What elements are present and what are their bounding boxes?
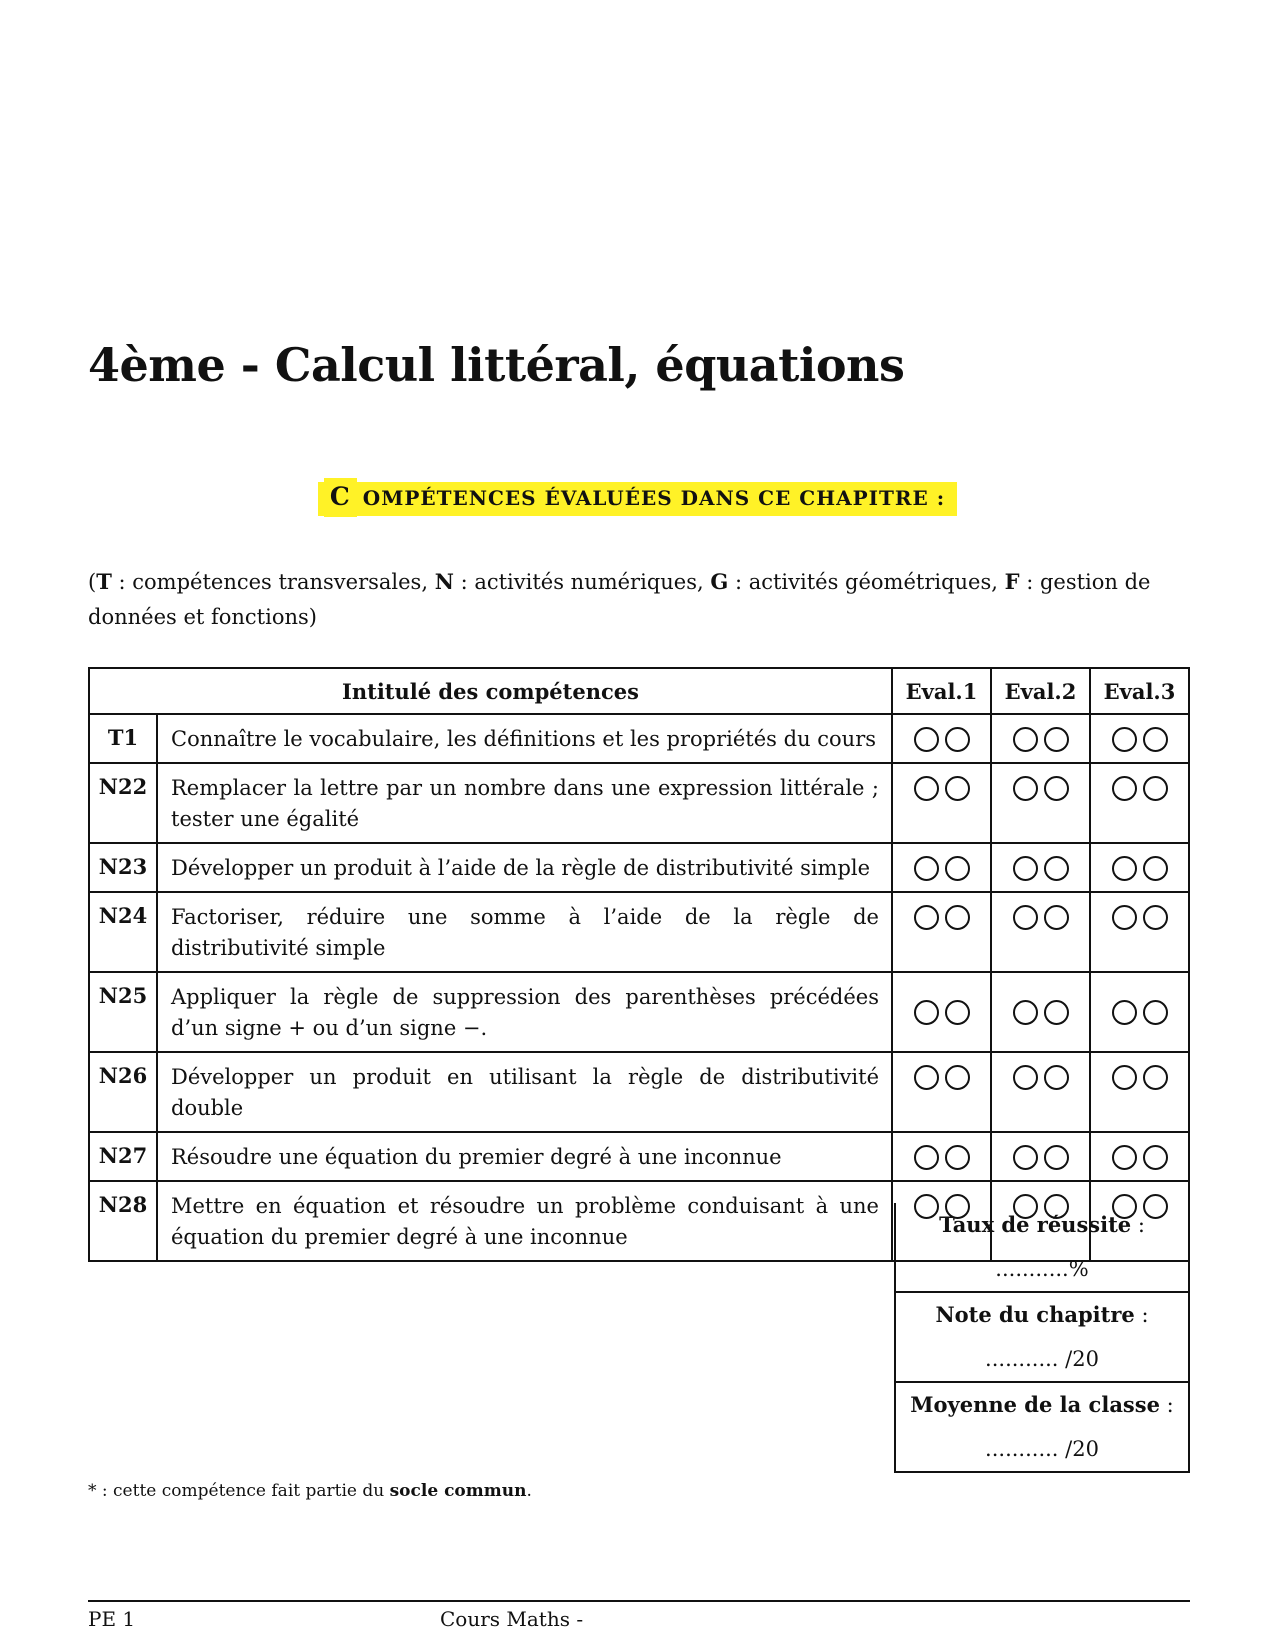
header-competences: Intitulé des compétences <box>89 668 892 714</box>
header-eval2: Eval.2 <box>991 668 1090 714</box>
competence-code: N26 <box>89 1052 157 1132</box>
eval1-cell <box>892 892 991 972</box>
competence-text: Factoriser, réduire une somme à l’aide de la règle de distributivité simple <box>157 892 892 972</box>
circle-checkbox-icon[interactable] <box>945 776 970 801</box>
eval2-cell <box>991 843 1090 892</box>
eval2-cell <box>991 1052 1090 1132</box>
circle-checkbox-icon[interactable] <box>945 905 970 930</box>
circle-checkbox-icon[interactable] <box>914 1145 939 1170</box>
footer-left: PE 1 <box>88 1607 136 1631</box>
circle-checkbox-icon[interactable] <box>1143 1000 1168 1025</box>
circle-checkbox-icon[interactable] <box>1143 727 1168 752</box>
circle-checkbox-icon[interactable] <box>1112 1065 1137 1090</box>
circle-checkbox-icon[interactable] <box>1044 1145 1069 1170</box>
footnote-text: * : cette compétence fait partie du <box>88 1481 390 1501</box>
legend-key-t: T <box>96 569 112 594</box>
table-row <box>89 714 1189 763</box>
circle-checkbox-icon[interactable] <box>1013 727 1038 752</box>
circle-checkbox-icon[interactable] <box>1044 905 1069 930</box>
circle-checkbox-icon[interactable] <box>914 1000 939 1025</box>
table-row <box>89 1132 1189 1181</box>
competence-code: N24 <box>89 892 157 972</box>
circle-checkbox-icon[interactable] <box>1112 856 1137 881</box>
eval3-cell <box>1090 892 1189 972</box>
legend-text-g: : activités géométriques, <box>728 570 1005 594</box>
section-heading <box>0 482 1275 511</box>
circle-checkbox-icon[interactable] <box>1013 776 1038 801</box>
circle-checkbox-icon[interactable] <box>1143 856 1168 881</box>
circle-checkbox-icon[interactable] <box>914 1065 939 1090</box>
eval3-cell <box>1090 1052 1189 1132</box>
competence-code: N22 <box>89 763 157 843</box>
circle-checkbox-icon[interactable] <box>1044 1065 1069 1090</box>
circle-checkbox-icon[interactable] <box>1143 1065 1168 1090</box>
eval1-cell <box>892 972 991 1052</box>
moyenne-colon: : <box>1159 1393 1174 1417</box>
circle-checkbox-icon[interactable] <box>1112 727 1137 752</box>
eval2-cell <box>991 763 1090 843</box>
eval1-cell <box>892 843 991 892</box>
competence-code: T1 <box>89 714 157 763</box>
footnote <box>88 1481 532 1501</box>
circle-checkbox-icon[interactable] <box>1013 1000 1038 1025</box>
taux-value: ...........% <box>995 1257 1089 1281</box>
table-row <box>89 763 1189 843</box>
note-label: Note du chapitre <box>935 1302 1135 1327</box>
table-row <box>89 972 1189 1052</box>
eval2-cell <box>991 714 1090 763</box>
legend-key-g: G <box>710 569 729 594</box>
legend-paragraph <box>88 564 1188 635</box>
note-colon: : <box>1134 1303 1149 1327</box>
circle-checkbox-icon[interactable] <box>945 1145 970 1170</box>
summary-table <box>894 1203 1190 1473</box>
table-row <box>89 1052 1189 1132</box>
circle-checkbox-icon[interactable] <box>945 727 970 752</box>
table-row <box>89 892 1189 972</box>
competence-code: N23 <box>89 843 157 892</box>
competences-body <box>89 714 1189 1261</box>
circle-checkbox-icon[interactable] <box>1013 1065 1038 1090</box>
legend-text-t: : compétences transversales, <box>111 570 435 594</box>
circle-checkbox-icon[interactable] <box>1112 776 1137 801</box>
circle-checkbox-icon[interactable] <box>945 1000 970 1025</box>
circle-checkbox-icon[interactable] <box>1112 1145 1137 1170</box>
taux-cell <box>895 1203 1189 1292</box>
taux-colon: : <box>1131 1213 1145 1237</box>
circle-checkbox-icon[interactable] <box>1044 856 1069 881</box>
circle-checkbox-icon[interactable] <box>914 905 939 930</box>
competence-code: N28 <box>89 1181 157 1261</box>
page-title: 4ème - Calcul littéral, équations <box>88 338 905 392</box>
eval2-cell <box>991 972 1090 1052</box>
eval1-cell <box>892 1132 991 1181</box>
circle-checkbox-icon[interactable] <box>914 776 939 801</box>
competence-code: N27 <box>89 1132 157 1181</box>
circle-checkbox-icon[interactable] <box>914 856 939 881</box>
eval1-cell <box>892 714 991 763</box>
circle-checkbox-icon[interactable] <box>945 856 970 881</box>
competence-text: Appliquer la règle de suppression des parenthèses précédées d’un signe + ou d’un signe −. <box>157 972 892 1052</box>
eval3-cell <box>1090 763 1189 843</box>
circle-checkbox-icon[interactable] <box>1112 905 1137 930</box>
competence-text: Résoudre une équation du premier degré à une inconnue <box>157 1132 892 1181</box>
circle-checkbox-icon[interactable] <box>1013 905 1038 930</box>
moyenne-value: ........... /20 <box>985 1437 1099 1461</box>
table-header-row <box>89 668 1189 714</box>
header-eval1: Eval.1 <box>892 668 991 714</box>
eval3-cell <box>1090 1132 1189 1181</box>
circle-checkbox-icon[interactable] <box>1013 856 1038 881</box>
circle-checkbox-icon[interactable] <box>1143 905 1168 930</box>
circle-checkbox-icon[interactable] <box>1013 1145 1038 1170</box>
heading-text: OMPÉTENCES ÉVALUÉES DANS CE CHAPITRE : <box>357 482 951 516</box>
competence-text: Connaître le vocabulaire, les définitions et les propriétés du cours <box>157 714 892 763</box>
circle-checkbox-icon[interactable] <box>945 1065 970 1090</box>
moyenne-cell <box>895 1382 1189 1472</box>
eval2-cell <box>991 892 1090 972</box>
footer-middle: Cours Maths - <box>440 1607 584 1631</box>
legend-key-n: N <box>434 569 454 594</box>
circle-checkbox-icon[interactable] <box>1143 1145 1168 1170</box>
taux-label: Taux de réussite <box>939 1212 1132 1237</box>
legend-key-f: F <box>1004 569 1020 594</box>
competence-code: N25 <box>89 972 157 1052</box>
footer-rule <box>88 1600 1190 1602</box>
footnote-end: . <box>526 1481 532 1501</box>
circle-checkbox-icon[interactable] <box>1044 1000 1069 1025</box>
eval3-cell <box>1090 843 1189 892</box>
circle-checkbox-icon[interactable] <box>1143 776 1168 801</box>
competence-text: Développer un produit à l’aide de la règle de distributivité simple <box>157 843 892 892</box>
heading-initial: C <box>324 478 357 517</box>
table-row <box>89 843 1189 892</box>
circle-checkbox-icon[interactable] <box>914 727 939 752</box>
header-eval3: Eval.3 <box>1090 668 1189 714</box>
circle-checkbox-icon[interactable] <box>1112 1000 1137 1025</box>
eval1-cell <box>892 1052 991 1132</box>
legend-text-f: : gestion de données et fonctions) <box>88 570 1151 629</box>
section-heading-highlight <box>318 482 957 516</box>
eval1-cell <box>892 763 991 843</box>
footnote-bold: socle commun <box>389 1481 527 1501</box>
note-cell <box>895 1292 1189 1382</box>
circle-checkbox-icon[interactable] <box>1044 776 1069 801</box>
eval2-cell <box>991 1132 1090 1181</box>
eval3-cell <box>1090 972 1189 1052</box>
moyenne-label: Moyenne de la classe <box>910 1392 1160 1417</box>
note-value: ........... /20 <box>985 1347 1099 1371</box>
eval3-cell <box>1090 714 1189 763</box>
competence-text: Mettre en équation et résoudre un problème conduisant à une équation du premier degré à une inconnue <box>157 1181 892 1261</box>
competence-text: Développer un produit en utilisant la règle de distributivité double <box>157 1052 892 1132</box>
legend-text-n: : activités numériques, <box>453 570 711 594</box>
legend-open: ( <box>88 570 97 594</box>
circle-checkbox-icon[interactable] <box>1044 727 1069 752</box>
competences-table <box>88 667 1190 1262</box>
competence-text: Remplacer la lettre par un nombre dans une expression littérale ; tester une égalité <box>157 763 892 843</box>
